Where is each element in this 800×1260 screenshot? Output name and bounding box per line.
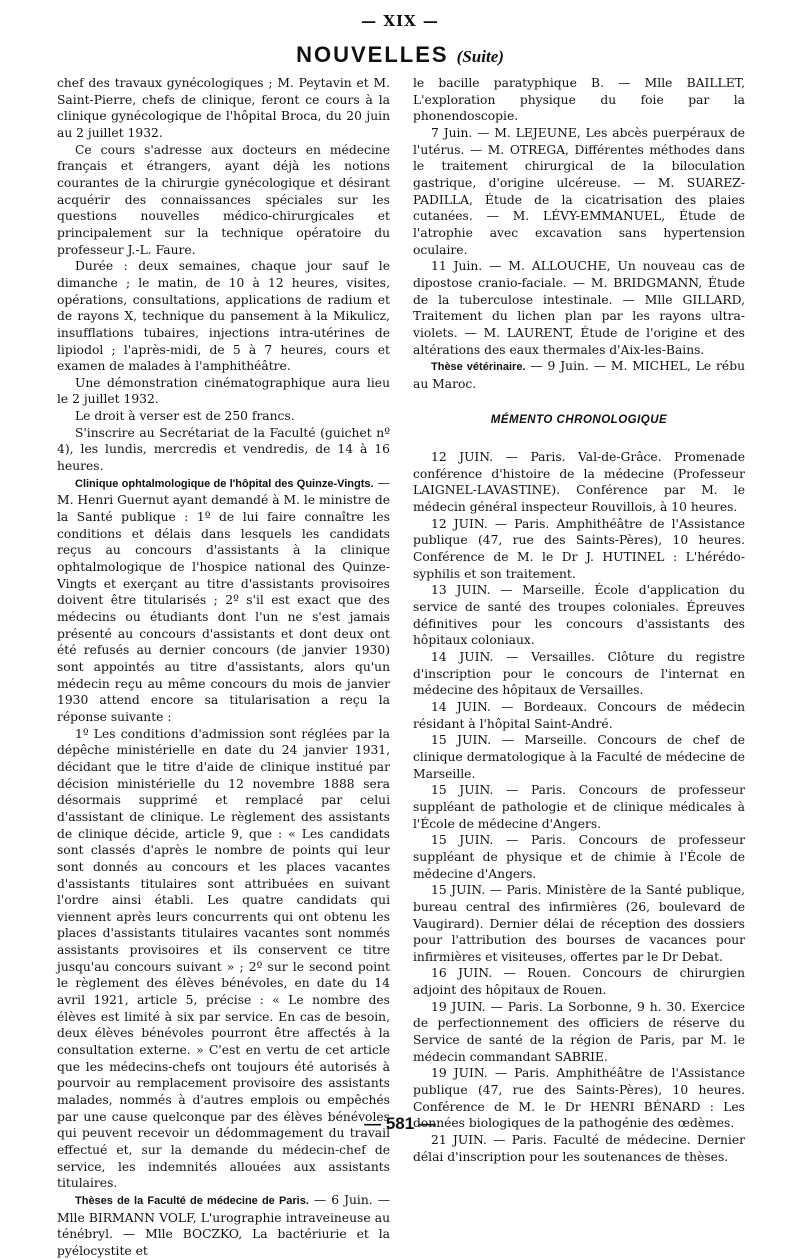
memento-entry: 19 JUIN. — Paris. La Sorbonne, 9 h. 30. Exercice de perfectionnement des officiers de réserve du Service de santé de la région de Paris, par M. le médecin commandant SABRIE. — [413, 999, 745, 1064]
paragraph: le bacille paratyphique B. — Mlle BAILLET, L'exploration physique du foie par la phonendoscopie. — [413, 76, 745, 124]
memento-heading: MÉMENTO CHRONOLOGIQUE — [490, 414, 668, 427]
paragraph: 11 Juin. — M. ALLOUCHE, Un nouveau cas de dipostose cranio-faciale. — M. BRIDGMANN, Étude de la tuberculose intestinale. — Mlle GILLARD, Traitement du lichen plan par les rayons ultra-violets. — M. LAURENT, Étude de l'origine et des altérations des eaux thermales d'Aix-les-Bains. — [413, 259, 745, 357]
memento-entry: 15 JUIN. — Paris. Ministère de la Santé publique, bureau central des infirmières (26, boulevard de Vaugirard). Dernier délai de réception des dossiers pour l'attribution des bourses de vacances pour infirmières et visiteuses, offertes par le Dr Debat. — [413, 883, 745, 964]
paragraph: 1º Les conditions d'admission sont réglées par la dépêche ministérielle en date du 24 janvier 1931, décidant que le titre d'aide de clinique institué par décision ministérielle du 12 novembre 1888 sera désormais supprimé et remplacé par celui d'assistant de clinique. Le règlement des assistants de clinique décide, article 9, que : « Les candidats sont classés d'après le nombre de points qui leur sont donnés au concours et les places vacantes d'assistants titulaires sont attribuées en suivant l'ordre ainsi établi. Les quatre candidats qui viennent après leurs concurrents qui ont obtenu les places d'assistants titulaires vacantes sont nommés assistants provisoires et ils conservent ce titre jusqu'au concours suivant » ; 2º sur le second point le règlement des élèves bénévoles, en date du 14 avril 1921, article 5, précise : « Le nombre des élèves est limité à six par service. En cas de besoin, deux élèves bénévoles pourront être affectés à la consultation externe. » C'est en vertu de cet article que les médecins-chefs ont toujours été autorisés à pourvoir au remplacement provisoire des assistants malades, nommés à d'autres emplois ou empêchés par une cause quelconque par des élèves bénévoles qui peuvent recevoir un dédommagement du travail effectué et, sur la demande du médecin-chef de service, les indemnités allouées aux assistants titulaires. — [57, 726, 390, 1191]
paragraph — [413, 358, 745, 392]
section-heading: Clinique ophtalmologique de l'hôpital des Quinze-Vingts. — [75, 477, 374, 490]
paragraph: Durée : deux semaines, chaque jour sauf le dimanche ; le matin, de 10 à 12 heures, visites, opérations, consultations, applications de radium et de rayons X, technique du pansement à la Mikulicz, insufflations tubaires, injections intra-utérines de lipiodol ; l'après-midi, de 5 à 7 heures, cours et examen de malades à l'amphithéâtre. — [57, 259, 390, 374]
page-number: — 581 — — [364, 1114, 436, 1133]
memento-entry: 15 JUIN. — Paris. Concours de professeur suppléant de physique et de chimie à l'École de médecine d'Angers. — [413, 833, 745, 881]
memento-entry: 13 JUIN. — Marseille. École d'application du service de santé des troupes coloniales. Épreuves définitives pour les concours d'assistants des hôpitaux coloniaux. — [413, 583, 745, 648]
memento-entry: 12 JUIN. — Paris. Amphithéâtre de l'Assistance publique (47, rue des Saints-Pères), 10 heures. Conférence de M. le Dr J. HUTINEL : L'hérédo-syphilis et son traitement. — [413, 516, 745, 581]
memento-entry: 15 JUIN. — Paris. Concours de professeur suppléant de pathologie et de clinique médicales à l'École de médecine d'Angers. — [413, 783, 745, 831]
page-title — [0, 42, 800, 68]
paragraph: chef des travaux gynécologiques ; M. Peytavin et M. Saint-Pierre, chefs de clinique, feront ce cours à la clinique gynécologique de l'hôpital Broca, du 20 juin au 2 juillet 1932. — [57, 76, 390, 140]
section-body: — 6 Juin. — Mlle BIRMANN VOLF, L'urographie intraveineuse au ténébryl. — Mlle BOCZKO, La bactériurie et la pyélocystite et — [57, 1192, 390, 1258]
memento-entry: 21 JUIN. — Paris. Faculté de médecine. Dernier délai d'inscription pour les soutenances de thèses. — [413, 1133, 745, 1164]
memento-entry: 15 JUIN. — Marseille. Concours de chef de clinique dermatologique à la Faculté de médecine de Marseille. — [413, 733, 745, 781]
paragraph: Ce cours s'adresse aux docteurs en médecine français et étrangers, ayant déjà les notions courantes de la chirurgie gynécologique et désirant acquérir des connaissances spéciales sur les questions nouvelles médico-chirurgicales et principalement sur la technique opératoire du professeur J.-L. Faure. — [57, 142, 390, 257]
paragraph — [57, 1192, 390, 1260]
paragraph: Une démonstration cinématographique aura lieu le 2 juillet 1932. — [57, 375, 390, 407]
paragraph: Le droit à verser est de 250 francs. — [75, 409, 295, 424]
right-column — [413, 75, 745, 1165]
memento-entry: 12 JUIN. — Paris. Val-de-Grâce. Promenade conférence d'histoire de la médecine (Professeur LAIGNEL-LAVASTINE). Conférence par M. le médecin général inspecteur Rouvillois, à 10 heures. — [413, 450, 745, 515]
paragraph: S'inscrire au Secrétariat de la Faculté (guichet nº 4), les lundis, mercredis et vendredis, de 14 à 16 heures. — [57, 425, 390, 474]
roman-page-number: — XIX — — [361, 12, 439, 30]
paragraph — [57, 475, 390, 726]
section-body: — M. Henri Guernut ayant demandé à M. le ministre de la Santé publique : 1º de lui faire connaître les conditions et délais dans lesquels les candidats reçus au concours d'assistants à la clinique ophtalmologique de l'hospice national des Quinze-Vingts et exerçant au titre d'assistants provisoires doivent être titularisés ; 2º s'il est exact que des médecins ou étudiants dont l'un ne s'est jamais présenté au concours d'assistants et dont deux ont été refusés au dernier concours (de janvier 1930) sont appointés au titre d'assistants, alors qu'un médecin reçu au même concours du mois de janvier 1930 attend encore sa titularisation a reçu la réponse suivante : — [57, 475, 390, 724]
section-heading: Thèses de la Faculté de médecine de Paris. — [75, 1194, 309, 1207]
section-body: — 9 Juin. — M. MICHEL, Le rébu au Maroc. — [413, 359, 745, 391]
left-column — [57, 75, 390, 1260]
title-suite: (Suite) — [456, 47, 504, 66]
paragraph: 7 Juin. — M. LEJEUNE, Les abcès puerpéraux de l'utérus. — M. OTREGA, Différentes méthodes dans le traitement chirurgical de la biloculation gastrique, d'origine ulcéreuse. — M. SUAREZ-PADILLA, Étude de la cicatrisation des plaies cutanées. — M. LÉVY-EMMANUEL, Étude de l'atrophie avec excavation sans hypertension oculaire. — [413, 125, 745, 257]
title-text: NOUVELLES — [296, 42, 449, 67]
memento-entry: 16 JUIN. — Rouen. Concours de chirurgien adjoint des hôpitaux de Rouen. — [413, 966, 745, 998]
section-heading: Thèse vétérinaire. — [431, 361, 526, 374]
memento-entry: 14 JUIN. — Versailles. Clôture du registre d'inscription pour le concours de l'internat en médecine des hôpitaux de Versailles. — [413, 650, 745, 698]
memento-entry: 19 JUIN. — Paris. Amphithéâtre de l'Assistance publique (47, rue des Saints-Pères), 10 heures. Conférence de M. le Dr HENRI BÉNARD : Les données biologiques de la pathogénie des œdèmes. — [413, 1066, 745, 1131]
memento-entry: 14 JUIN. — Bordeaux. Concours de médecin résidant à l'hôpital Saint-André. — [413, 699, 745, 731]
